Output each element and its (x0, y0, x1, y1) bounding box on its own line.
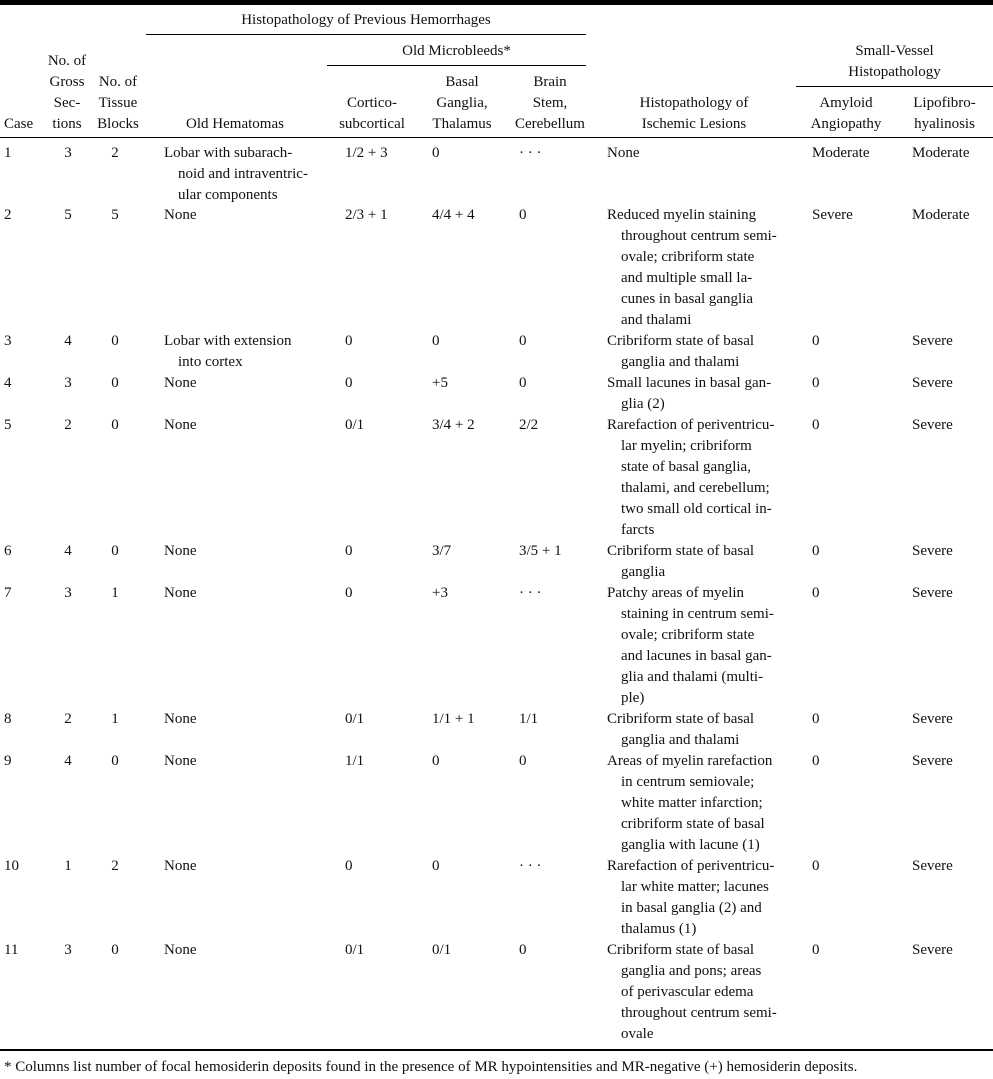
header-rule-small-vessel (796, 86, 993, 87)
cell-gross: 3 (64, 942, 72, 958)
cell-ischemic (607, 751, 797, 856)
cell-case: 8 (4, 711, 12, 727)
cell-stem: 0 (519, 942, 527, 958)
cell-line: ganglia and pons; areas (621, 963, 762, 979)
cell-gross: 3 (64, 145, 72, 161)
cell-hematoma (164, 331, 334, 373)
cell-lipo: Severe (912, 417, 953, 433)
header-old-microbleeds: Old Microbleeds* (402, 43, 511, 59)
cell-line: ovale (621, 1026, 654, 1042)
cell-lipo: Severe (912, 753, 953, 769)
cell-line: cunes in basal ganglia (621, 291, 754, 307)
cell-line: ular components (178, 187, 278, 203)
cell-cortico: 1/2 + 3 (345, 145, 388, 161)
cell-gross: 4 (64, 333, 72, 349)
header-bottom-rule (0, 137, 993, 138)
top-rule (0, 0, 993, 5)
cell-line: ganglia and thalami (621, 732, 740, 748)
cell-line: Small lacunes in basal gan- (607, 375, 772, 391)
cell-line: None (164, 711, 197, 727)
cell-blocks: 0 (111, 543, 119, 559)
cell-ischemic (607, 205, 797, 331)
cell-ischemic (607, 856, 797, 940)
cell-line: None (164, 375, 197, 391)
cell-line: and multiple small la- (621, 270, 753, 286)
header-rule-microbleeds (327, 65, 586, 66)
cell-line: state of basal ganglia, (621, 459, 751, 475)
cell-hematoma (164, 373, 334, 394)
cell-line: None (164, 417, 197, 433)
cell-stem: 0 (519, 333, 527, 349)
cell-line: Cribriform state of basal (607, 711, 755, 727)
table-bottom-rule (0, 1049, 993, 1051)
cell-line: None (164, 753, 197, 769)
cell-cortico: 0 (345, 333, 353, 349)
cell-blocks: 1 (111, 585, 119, 601)
cell-amyloid: 0 (812, 543, 820, 559)
cell-ischemic (607, 583, 797, 709)
cell-blocks: 0 (111, 333, 119, 349)
cell-case: 3 (4, 333, 12, 349)
cell-line: None (607, 145, 640, 161)
cell-blocks: 2 (111, 145, 119, 161)
cell-case: 1 (4, 145, 12, 161)
cell-line: None (164, 585, 197, 601)
cell-line: staining in centrum semi- (621, 606, 774, 622)
cell-stem: 0 (519, 375, 527, 391)
cell-stem: 0 (519, 753, 527, 769)
cell-line: Areas of myelin rarefaction (607, 753, 773, 769)
cell-lipo: Severe (912, 375, 953, 391)
cell-line: None (164, 942, 197, 958)
cell-stem: 2/2 (519, 417, 539, 433)
cell-case: 10 (4, 858, 19, 874)
cell-line: of perivascular edema (621, 984, 754, 1000)
cell-hematoma (164, 415, 334, 436)
cell-blocks: 5 (111, 207, 119, 223)
cell-line: Cribriform state of basal (607, 942, 755, 958)
header-case: Case (4, 116, 34, 132)
cell-lipo: Severe (912, 711, 953, 727)
cell-case: 7 (4, 585, 12, 601)
cell-amyloid: 0 (812, 858, 820, 874)
cell-ischemic (607, 541, 797, 583)
cell-stem: · · · (519, 858, 542, 874)
cell-ischemic (607, 709, 797, 751)
cell-basal: 3/4 + 2 (432, 417, 475, 433)
cell-amyloid: 0 (812, 942, 820, 958)
cell-line: thalami, and cerebellum; (621, 480, 770, 496)
cell-line: Lobar with extension (164, 333, 292, 349)
cell-basal: +3 (432, 585, 448, 601)
cell-line: glia (2) (621, 396, 665, 412)
header-previous-hemorrhages: Histopathology of Previous Hemorrhages (241, 12, 491, 28)
cell-line: throughout centrum semi- (621, 1005, 777, 1021)
cell-line: Lobar with subarach- (164, 145, 293, 161)
cell-cortico: 0 (345, 858, 353, 874)
cell-cortico: 0/1 (345, 942, 365, 958)
header-ischemic-lesions: Histopathology of Ischemic Lesions (639, 95, 749, 132)
cell-stem: · · · (519, 145, 542, 161)
cell-lipo: Moderate (912, 145, 970, 161)
cell-hematoma (164, 940, 334, 961)
cell-ischemic (607, 373, 797, 415)
cell-amyloid: 0 (812, 333, 820, 349)
cell-case: 2 (4, 207, 12, 223)
cell-amyloid: 0 (812, 711, 820, 727)
header-small-vessel: Small-Vessel Histopathology (848, 43, 941, 80)
cell-gross: 4 (64, 753, 72, 769)
cell-line: thalamus (1) (621, 921, 697, 937)
header-tissue-blocks: No. of Tissue Blocks (97, 74, 139, 132)
cell-ischemic (607, 331, 797, 373)
cell-line: in centrum semiovale; (621, 774, 755, 790)
cell-lipo: Moderate (912, 207, 970, 223)
cell-stem: 3/5 + 1 (519, 543, 562, 559)
cell-cortico: 2/3 + 1 (345, 207, 388, 223)
cell-blocks: 0 (111, 417, 119, 433)
cell-cortico: 0/1 (345, 711, 365, 727)
cell-stem: · · · (519, 585, 542, 601)
cell-case: 11 (4, 942, 19, 958)
cell-amyloid: 0 (812, 585, 820, 601)
cell-line: None (164, 207, 197, 223)
cell-line: None (164, 858, 197, 874)
cell-line: and lacunes in basal gan- (621, 648, 772, 664)
cell-amyloid: 0 (812, 375, 820, 391)
cell-cortico: 1/1 (345, 753, 365, 769)
cell-hematoma (164, 751, 334, 772)
cell-case: 4 (4, 375, 12, 391)
cell-lipo: Severe (912, 858, 953, 874)
cell-line: cribriform state of basal (621, 816, 765, 832)
cell-basal: 0/1 (432, 942, 452, 958)
cell-stem: 1/1 (519, 711, 539, 727)
table-footnote: * Columns list number of focal hemosiderin deposits found in the presence of MR hypointensities and MR-negative (+) hemosiderin deposits. (4, 1059, 858, 1075)
cell-cortico: 0 (345, 585, 353, 601)
cell-line: Patchy areas of myelin (607, 585, 745, 601)
cell-line: ovale; cribriform state (621, 627, 755, 643)
cell-line: Reduced myelin staining (607, 207, 757, 223)
cell-gross: 2 (64, 417, 72, 433)
cell-case: 9 (4, 753, 12, 769)
header-brain-stem: Brain Stem, Cerebellum (515, 74, 585, 132)
cell-stem: 0 (519, 207, 527, 223)
cell-case: 5 (4, 417, 12, 433)
cell-basal: +5 (432, 375, 448, 391)
cell-gross: 4 (64, 543, 72, 559)
cell-line: Cribriform state of basal (607, 543, 755, 559)
cell-cortico: 0 (345, 543, 353, 559)
cell-line: ganglia with lacune (1) (621, 837, 760, 853)
cell-basal: 3/7 (432, 543, 452, 559)
header-amyloid-angiopathy: Amyloid Angiopathy (810, 95, 882, 132)
cell-line: into cortex (178, 354, 243, 370)
cell-basal: 0 (432, 145, 440, 161)
cell-blocks: 2 (111, 858, 119, 874)
cell-ischemic (607, 415, 797, 541)
cell-hematoma (164, 143, 334, 206)
cell-hematoma (164, 583, 334, 604)
header-old-hematomas: Old Hematomas (186, 116, 284, 132)
cell-line: ganglia (621, 564, 666, 580)
header-rule-previous (146, 34, 586, 35)
cell-basal: 4/4 + 4 (432, 207, 475, 223)
cell-gross: 3 (64, 585, 72, 601)
cell-line: lar white matter; lacunes (621, 879, 769, 895)
cell-hematoma (164, 856, 334, 877)
cell-blocks: 0 (111, 753, 119, 769)
cell-line: Cribriform state of basal (607, 333, 755, 349)
cell-basal: 0 (432, 333, 440, 349)
cell-line: ple) (621, 690, 645, 706)
cell-case: 6 (4, 543, 12, 559)
cell-line: None (164, 543, 197, 559)
cell-line: white matter infarction; (621, 795, 763, 811)
cell-lipo: Severe (912, 942, 953, 958)
cell-blocks: 0 (111, 942, 119, 958)
cell-line: Rarefaction of periventricu- (607, 417, 775, 433)
cell-amyloid: 0 (812, 417, 820, 433)
cell-cortico: 0/1 (345, 417, 365, 433)
cell-basal: 0 (432, 858, 440, 874)
cell-cortico: 0 (345, 375, 353, 391)
cell-amyloid: 0 (812, 753, 820, 769)
cell-ischemic (607, 143, 797, 164)
cell-hematoma (164, 709, 334, 730)
cell-line: and thalami (621, 312, 692, 328)
cell-line: throughout centrum semi- (621, 228, 777, 244)
cell-gross: 3 (64, 375, 72, 391)
cell-line: noid and intraventric- (178, 166, 308, 182)
cell-line: lar myelin; cribriform (621, 438, 752, 454)
header-gross-sections: No. of Gross Sec- tions (47, 53, 87, 132)
cell-ischemic (607, 940, 797, 1045)
cell-hematoma (164, 205, 334, 226)
cell-basal: 1/1 + 1 (432, 711, 475, 727)
cell-lipo: Severe (912, 333, 953, 349)
cell-blocks: 0 (111, 375, 119, 391)
cell-line: in basal ganglia (2) and (621, 900, 762, 916)
header-lipofibrohyalinosis: Lipofibro- hyalinosis (913, 95, 976, 132)
cell-blocks: 1 (111, 711, 119, 727)
cell-amyloid: Moderate (812, 145, 870, 161)
cell-lipo: Severe (912, 543, 953, 559)
cell-gross: 5 (64, 207, 72, 223)
cell-hematoma (164, 541, 334, 562)
cell-line: farcts (621, 522, 655, 538)
cell-line: ganglia and thalami (621, 354, 740, 370)
cell-lipo: Severe (912, 585, 953, 601)
cell-amyloid: Severe (812, 207, 853, 223)
cell-line: glia and thalami (multi- (621, 669, 764, 685)
cell-gross: 2 (64, 711, 72, 727)
cell-gross: 1 (64, 858, 72, 874)
cell-line: two small old cortical in- (621, 501, 772, 517)
header-cortico-subcortical: Cortico- subcortical (339, 95, 405, 132)
cell-line: Rarefaction of periventricu- (607, 858, 775, 874)
cell-basal: 0 (432, 753, 440, 769)
cell-line: ovale; cribriform state (621, 249, 755, 265)
header-basal-ganglia: Basal Ganglia, Thalamus (432, 74, 492, 132)
